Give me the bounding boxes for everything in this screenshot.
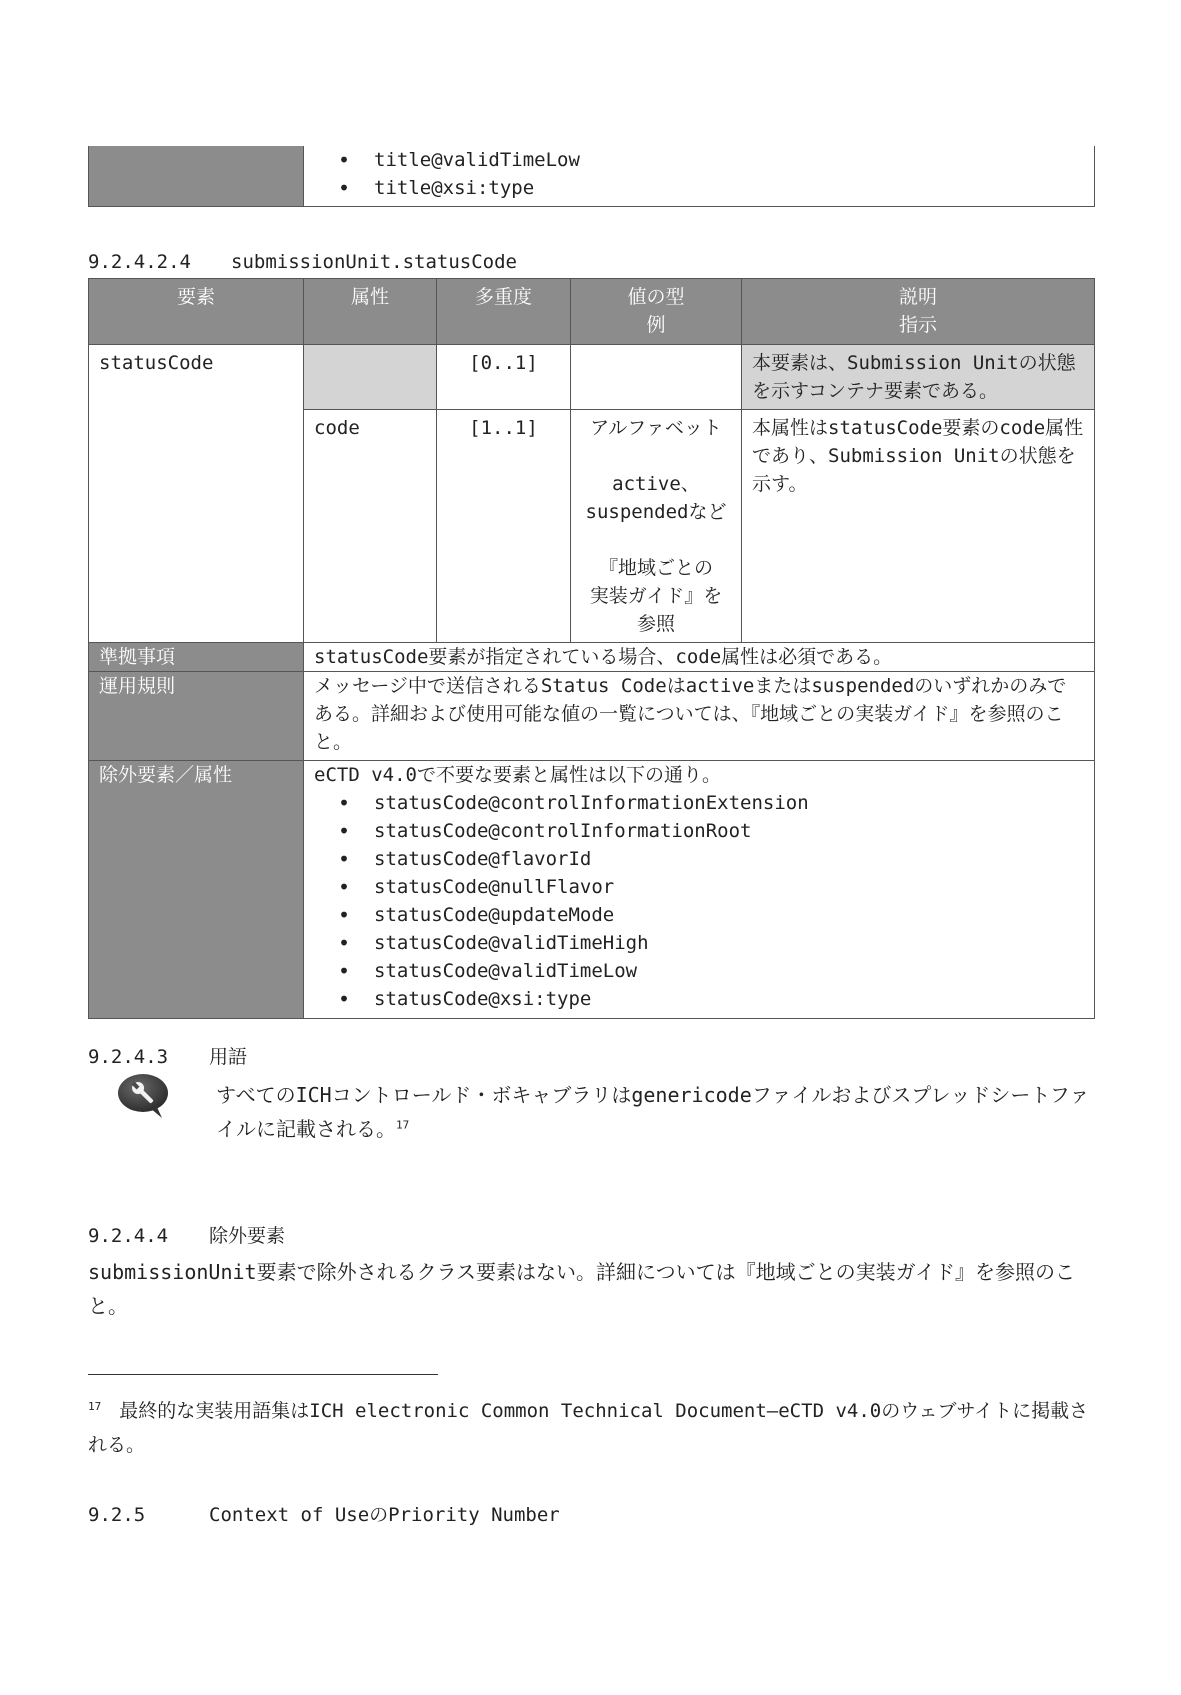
operational-rules-label: 運用規則 — [89, 672, 304, 761]
section-title: submissionUnit.statusCode — [231, 251, 517, 273]
list-item: • statusCode@flavorId — [374, 845, 1084, 873]
wrench-chat-icon — [116, 1072, 172, 1120]
attribute-cell — [304, 345, 437, 410]
footnote-number: 17 — [88, 1399, 102, 1413]
list-item: • title@xsi:type — [374, 174, 1084, 202]
section-number: 9.2.4.2.4 — [88, 251, 191, 273]
description-cell: 本要素は、Submission Unitの状態を示すコンテナ要素である。 — [742, 345, 1095, 410]
header-description-line: 説明 — [898, 286, 937, 308]
excluded-intro: eCTD v4.0で不要な要素と属性は以下の通り。 — [314, 764, 721, 786]
header-cardinality: 多重度 — [437, 279, 571, 345]
element-cell: statusCode — [89, 345, 304, 643]
footnote — [88, 1394, 1096, 1462]
section-number: 9.2.5 — [88, 1504, 146, 1526]
value-type-line: アルファベット — [590, 417, 722, 439]
status-code-table — [88, 278, 1095, 1019]
conformance-label: 準拠事項 — [89, 643, 304, 672]
value-type-line: 『地域ごとの — [598, 557, 713, 579]
section-title: 用語 — [209, 1046, 248, 1068]
value-type-cell — [571, 410, 742, 643]
list-item: • statusCode@validTimeHigh — [374, 929, 1084, 957]
value-type-line: 実装ガイド』を — [589, 585, 723, 607]
section-heading-9-2-4-2-4 — [88, 249, 517, 275]
header-value-type-line: 値の型 — [627, 286, 685, 308]
list-item: • statusCode@nullFlavor — [374, 873, 1084, 901]
header-description — [742, 279, 1095, 345]
value-type-line: suspendedなど — [585, 501, 727, 523]
list-item: • statusCode@controlInformationExtension — [374, 789, 1084, 817]
footnote-text: 最終的な実装用語集はICH electronic Common Technical Document―eCTD v4.0のウェブサイトに掲載される。 — [88, 1400, 1089, 1456]
section-title: Context of UseのPriority Number — [209, 1504, 560, 1526]
list-item: • statusCode@xsi:type — [374, 985, 1084, 1013]
list-item: • statusCode@validTimeLow — [374, 957, 1084, 985]
header-value-type — [571, 279, 742, 345]
continuation-table — [88, 146, 1095, 207]
excluded-label: 除外要素／属性 — [89, 761, 304, 1019]
value-type-cell — [571, 345, 742, 410]
section-heading-9-2-4-3 — [88, 1044, 247, 1070]
list-item: • title@validTimeLow — [374, 146, 1084, 174]
section-number: 9.2.4.3 — [88, 1046, 169, 1068]
list-item: • statusCode@updateMode — [374, 901, 1084, 929]
vocabulary-text: すべてのICHコントロールド・ボキャブラリはgenericodeファイルおよびスプレッドシートファイルに記載される。 — [216, 1083, 1090, 1141]
value-type-line: 参照 — [636, 613, 675, 635]
cardinality-cell: [1..1] — [437, 410, 571, 643]
conformance-text: statusCode要素が指定されている場合、code属性は必須である。 — [304, 643, 1095, 672]
description-cell: 本属性はstatusCode要素のcode属性であり、Submission Unitの状態を示す。 — [742, 410, 1095, 643]
vocabulary-paragraph — [216, 1078, 1096, 1146]
operational-rules-text: メッセージ中で送信されるStatus Codeはactiveまたはsuspendedのいずれかのみである。詳細および使用可能な値の一覧については、『地域ごとの実装ガイド』を参照のこと。 — [304, 672, 1095, 761]
section-heading-9-2-4-4 — [88, 1223, 285, 1249]
excluded-cell — [304, 761, 1095, 1019]
footnote-separator — [88, 1374, 438, 1375]
attribute-cell: code — [304, 410, 437, 643]
cardinality-cell: [0..1] — [437, 345, 571, 410]
continuation-list-cell — [304, 146, 1095, 207]
section-title: 除外要素 — [209, 1225, 286, 1247]
continuation-label-cell — [89, 146, 304, 207]
footnote-ref: 17 — [396, 1118, 410, 1132]
section-heading-9-2-5 — [88, 1502, 560, 1528]
header-description-line: 指示 — [898, 314, 937, 336]
value-type-line: active、 — [612, 473, 700, 495]
header-attribute: 属性 — [304, 279, 437, 345]
excluded-elements-paragraph: submissionUnit要素で除外されるクラス要素はない。詳細については『地域ごとの実装ガイド』を参照のこと。 — [88, 1260, 1075, 1318]
list-item: • statusCode@controlInformationRoot — [374, 817, 1084, 845]
section-number: 9.2.4.4 — [88, 1225, 169, 1247]
header-element: 要素 — [89, 279, 304, 345]
header-value-type-line: 例 — [646, 314, 666, 336]
